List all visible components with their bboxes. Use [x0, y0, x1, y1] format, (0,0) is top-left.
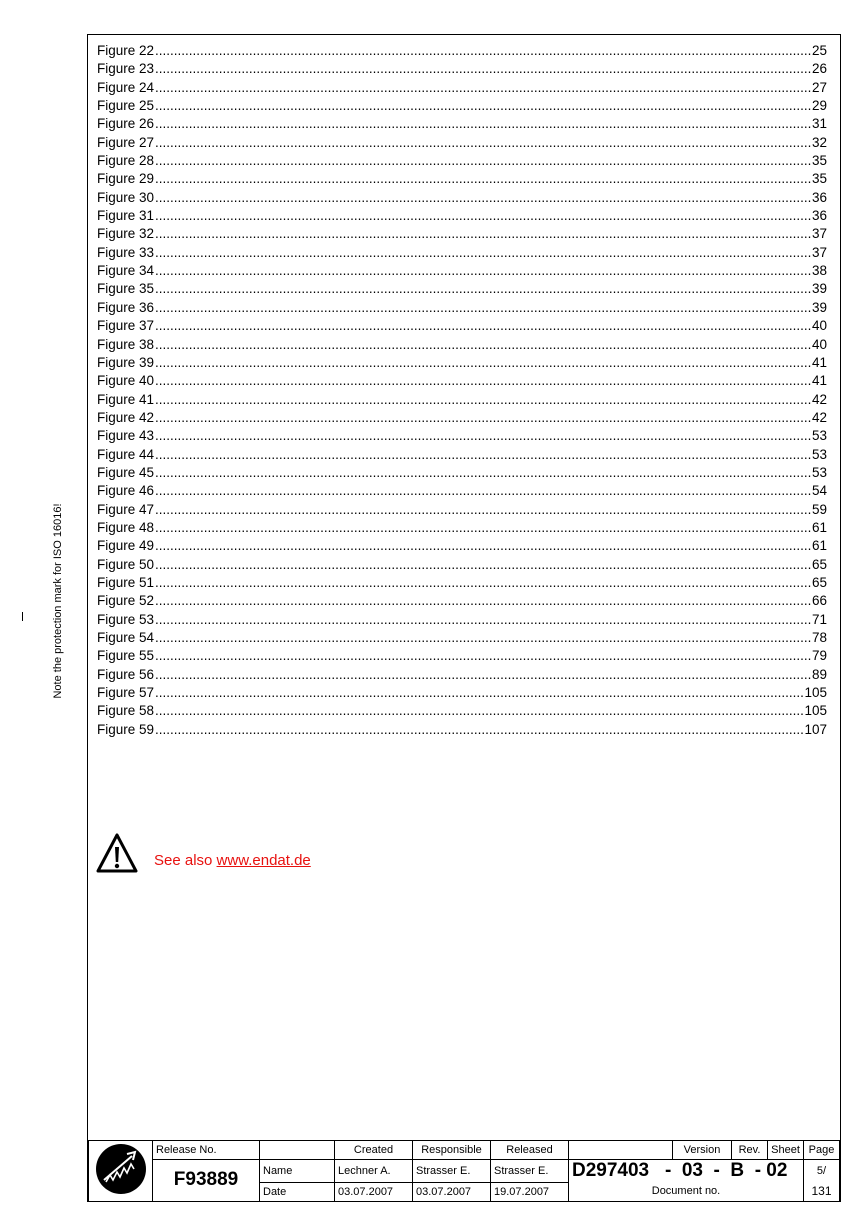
toc-entry-page: 65 — [811, 556, 827, 572]
toc-leader-dots — [155, 391, 811, 409]
toc-leader-dots — [155, 354, 811, 372]
release-number: F93889 — [153, 1160, 260, 1202]
toc-entry-page: 53 — [811, 446, 827, 462]
toc-entry[interactable] — [97, 79, 827, 97]
toc-leader-dots — [155, 372, 811, 390]
toc-leader-dots — [155, 446, 811, 464]
toc-entry-label: Figure 53 — [97, 611, 155, 627]
toc-leader-dots — [155, 482, 811, 500]
toc-entry[interactable] — [97, 427, 827, 445]
toc-leader-dots — [155, 647, 811, 665]
toc-entry-page: 105 — [804, 703, 827, 719]
rev-label: Rev. — [732, 1141, 768, 1160]
toc-leader-dots — [155, 262, 811, 280]
toc-entry-label: Figure 30 — [97, 189, 155, 205]
toc-entry-label: Figure 56 — [97, 666, 155, 682]
toc-leader-dots — [155, 611, 811, 629]
toc-entry[interactable] — [97, 391, 827, 409]
toc-entry-label: Figure 27 — [97, 134, 155, 150]
toc-entry[interactable] — [97, 721, 827, 739]
note-prefix: See also — [154, 851, 217, 869]
toc-leader-dots — [155, 170, 811, 188]
toc-entry[interactable] — [97, 207, 827, 225]
toc-entry-label: Figure 38 — [97, 336, 155, 352]
toc-entry-page: 38 — [811, 263, 827, 279]
toc-entry-label: Figure 23 — [97, 61, 155, 77]
toc-leader-dots — [155, 666, 811, 684]
responsible-label: Responsible — [413, 1141, 491, 1160]
responsible-date: 03.07.2007 — [413, 1182, 491, 1201]
toc-entry-label: Figure 48 — [97, 519, 155, 535]
toc-entry-label: Figure 22 — [97, 43, 155, 58]
toc-leader-dots — [155, 225, 811, 243]
toc-entry-label: Figure 42 — [97, 409, 155, 425]
toc-leader-dots — [155, 207, 811, 225]
title-block — [88, 1140, 840, 1202]
toc-entry-page: 35 — [811, 153, 827, 169]
note-text — [154, 852, 311, 869]
toc-entry[interactable] — [97, 482, 827, 500]
toc-entry-label: Figure 43 — [97, 428, 155, 444]
figure-list — [97, 42, 827, 739]
toc-leader-dots — [155, 134, 811, 152]
toc-entry-label: Figure 39 — [97, 354, 155, 370]
document-number-label: Document no. — [569, 1182, 804, 1201]
toc-leader-dots — [155, 299, 811, 317]
toc-entry[interactable] — [97, 556, 827, 574]
toc-entry-label: Figure 28 — [97, 153, 155, 169]
toc-entry-page: 59 — [811, 501, 827, 517]
release-label: Release No. — [153, 1141, 260, 1160]
toc-leader-dots — [155, 317, 811, 335]
toc-entry[interactable] — [97, 60, 827, 78]
toc-entry[interactable] — [97, 354, 827, 372]
side-mark — [22, 612, 23, 621]
toc-entry-page: 53 — [811, 428, 827, 444]
date-label: Date — [260, 1182, 335, 1201]
document-number: D297403 - 03 - B - 02 — [569, 1160, 804, 1183]
toc-leader-dots — [155, 152, 811, 170]
toc-entry-label: Figure 54 — [97, 630, 155, 645]
toc-entry-label: Figure 49 — [97, 538, 155, 554]
released-date: 19.07.2007 — [491, 1182, 569, 1201]
toc-leader-dots — [155, 501, 811, 519]
toc-leader-dots — [155, 519, 811, 537]
toc-entry-label: Figure 46 — [97, 483, 155, 499]
toc-entry-page: 89 — [811, 666, 827, 682]
toc-leader-dots — [155, 42, 811, 60]
toc-entry-label: Figure 57 — [97, 685, 155, 701]
toc-entry[interactable] — [97, 170, 827, 188]
toc-leader-dots — [155, 574, 811, 592]
toc-leader-dots — [155, 115, 811, 133]
toc-entry[interactable] — [97, 115, 827, 133]
toc-leader-dots — [155, 556, 811, 574]
created-label: Created — [335, 1141, 413, 1160]
toc-entry[interactable] — [97, 592, 827, 610]
toc-entry-label: Figure 50 — [97, 556, 155, 572]
toc-entry-page: 36 — [811, 189, 827, 205]
toc-entry-page: 54 — [811, 483, 827, 499]
toc-entry-page: 105 — [804, 685, 827, 701]
page-value: 5/ — [804, 1160, 840, 1183]
toc-entry-page: 37 — [811, 244, 827, 260]
toc-entry-label: Figure 52 — [97, 593, 155, 609]
toc-leader-dots — [155, 189, 811, 207]
toc-entry-page: 41 — [811, 373, 827, 389]
note-link[interactable]: www.endat.de — [216, 851, 311, 869]
toc-entry-label: Figure 40 — [97, 373, 155, 389]
note — [96, 832, 311, 874]
toc-entry-label: Figure 55 — [97, 648, 155, 664]
toc-entry[interactable] — [97, 537, 827, 555]
toc-entry-page: 53 — [811, 464, 827, 480]
toc-entry[interactable] — [97, 134, 827, 152]
toc-entry[interactable] — [97, 446, 827, 464]
toc-entry-page: 39 — [811, 299, 827, 315]
toc-entry-label: Figure 25 — [97, 98, 155, 114]
created-name: Lechner A. — [335, 1160, 413, 1183]
toc-leader-dots — [155, 592, 811, 610]
toc-entry-label: Figure 37 — [97, 318, 155, 334]
toc-entry-label: Figure 41 — [97, 391, 155, 407]
toc-entry-page: 65 — [811, 574, 827, 590]
responsible-name: Strasser E. — [413, 1160, 491, 1183]
toc-leader-dots — [155, 244, 811, 262]
toc-entry[interactable] — [97, 372, 827, 390]
toc-entry[interactable] — [97, 629, 827, 647]
toc-leader-dots — [155, 702, 803, 720]
toc-entry[interactable] — [97, 666, 827, 684]
toc-entry-page: 36 — [811, 208, 827, 224]
toc-entry-page: 42 — [811, 391, 827, 407]
toc-entry-label: Figure 32 — [97, 226, 155, 242]
toc-entry-page: 26 — [811, 61, 827, 77]
toc-leader-dots — [155, 721, 803, 739]
toc-entry-label: Figure 59 — [97, 721, 155, 737]
toc-entry[interactable] — [97, 464, 827, 482]
toc-entry-label: Figure 47 — [97, 501, 155, 517]
toc-entry-page: 31 — [811, 116, 827, 132]
toc-entry-label: Figure 58 — [97, 703, 155, 719]
toc-leader-dots — [155, 409, 811, 427]
toc-entry[interactable] — [97, 611, 827, 629]
toc-entry-page: 107 — [804, 721, 827, 737]
released-name: Strasser E. — [491, 1160, 569, 1183]
toc-entry-page: 40 — [811, 318, 827, 334]
toc-entry-page: 41 — [811, 354, 827, 370]
toc-leader-dots — [155, 336, 811, 354]
created-date: 03.07.2007 — [335, 1182, 413, 1201]
toc-entry-page: 66 — [811, 593, 827, 609]
toc-entry[interactable] — [97, 42, 827, 60]
toc-entry[interactable] — [97, 336, 827, 354]
toc-entry-page: 61 — [811, 538, 827, 554]
toc-entry[interactable] — [97, 684, 827, 702]
toc-leader-dots — [155, 684, 803, 702]
toc-leader-dots — [155, 629, 811, 647]
toc-entry-label: Figure 33 — [97, 244, 155, 260]
toc-leader-dots — [155, 427, 811, 445]
toc-entry-label: Figure 36 — [97, 299, 155, 315]
toc-entry-page: 71 — [811, 611, 827, 627]
toc-leader-dots — [155, 97, 811, 115]
toc-entry-label: Figure 26 — [97, 116, 155, 132]
toc-leader-dots — [155, 280, 811, 298]
logo-icon — [94, 1142, 148, 1196]
toc-entry[interactable] — [97, 501, 827, 519]
toc-entry[interactable] — [97, 189, 827, 207]
toc-entry-label: Figure 31 — [97, 208, 155, 224]
toc-entry-label: Figure 29 — [97, 171, 155, 187]
toc-entry-page: 61 — [811, 519, 827, 535]
toc-leader-dots — [155, 79, 811, 97]
toc-leader-dots — [155, 60, 811, 78]
toc-entry-page: 79 — [811, 648, 827, 664]
toc-leader-dots — [155, 464, 811, 482]
page-label: Page — [804, 1141, 840, 1160]
toc-entry-page: 27 — [811, 79, 827, 95]
toc-entry-page: 35 — [811, 171, 827, 187]
toc-entry[interactable] — [97, 409, 827, 427]
released-label: Released — [491, 1141, 569, 1160]
toc-entry-page: 78 — [811, 630, 827, 645]
toc-entry[interactable] — [97, 317, 827, 335]
toc-entry[interactable] — [97, 152, 827, 170]
toc-entry-label: Figure 35 — [97, 281, 155, 297]
toc-entry[interactable] — [97, 97, 827, 115]
toc-entry-page: 25 — [811, 43, 827, 58]
toc-entry[interactable] — [97, 280, 827, 298]
toc-entry-page: 42 — [811, 409, 827, 425]
page-total: 131 — [804, 1182, 840, 1201]
company-logo — [89, 1141, 153, 1202]
name-label: Name — [260, 1160, 335, 1183]
toc-leader-dots — [155, 537, 811, 555]
toc-entry[interactable] — [97, 647, 827, 665]
toc-entry[interactable] — [97, 225, 827, 243]
version-label: Version — [673, 1141, 732, 1160]
warning-icon — [96, 832, 138, 874]
toc-entry-page: 40 — [811, 336, 827, 352]
toc-entry[interactable] — [97, 299, 827, 317]
toc-entry[interactable] — [97, 574, 827, 592]
sheet-label: Sheet — [768, 1141, 804, 1160]
toc-entry-page: 32 — [811, 134, 827, 150]
toc-entry-label: Figure 44 — [97, 446, 155, 462]
toc-entry-label: Figure 24 — [97, 79, 155, 95]
toc-entry[interactable] — [97, 262, 827, 280]
toc-entry-page: 29 — [811, 98, 827, 114]
toc-entry[interactable] — [97, 244, 827, 262]
toc-entry-label: Figure 51 — [97, 574, 155, 590]
toc-entry-page: 39 — [811, 281, 827, 297]
toc-entry[interactable] — [97, 519, 827, 537]
toc-entry-label: Figure 34 — [97, 263, 155, 279]
side-note-text: Note the protection mark for ISO 16016! — [52, 503, 64, 699]
toc-entry-page: 37 — [811, 226, 827, 242]
toc-entry[interactable] — [97, 702, 827, 720]
toc-entry-label: Figure 45 — [97, 464, 155, 480]
